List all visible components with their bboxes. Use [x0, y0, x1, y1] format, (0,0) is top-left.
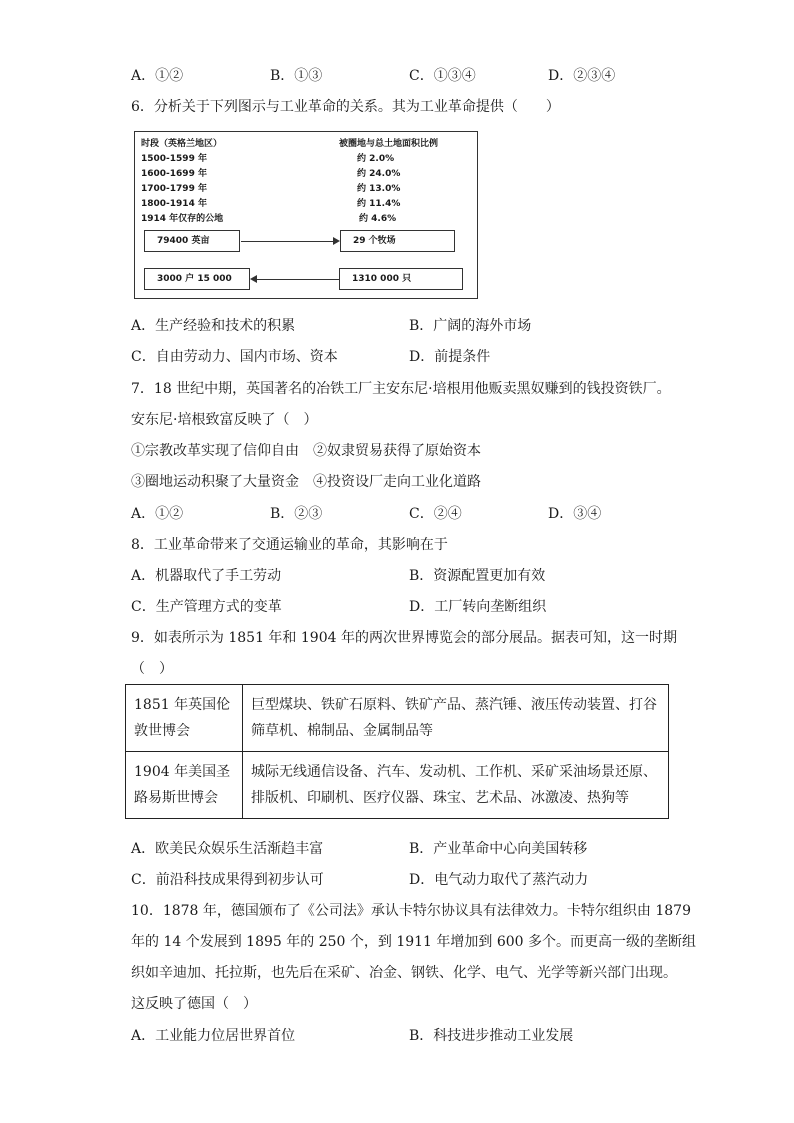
q8-option-a[interactable]: A．机器取代了手工劳动 — [131, 568, 282, 584]
q7-stem-line2: 安东尼·培根致富反映了（ ） — [131, 412, 318, 428]
figure-ratio: 约 2.0% — [357, 154, 395, 164]
q10-stem-line4: 这反映了德国（ ） — [131, 996, 257, 1012]
expo-items-cell: 巨型煤块、铁矿石原料、铁矿产品、蒸汽锤、液压传动装置、打谷筛草机、棉制品、金属制品等 — [243, 685, 669, 752]
q7-items-line2: ③圈地运动积聚了大量资金 ④投资设厂走向工业化道路 — [131, 474, 481, 490]
q7-option-a[interactable]: A．①② — [131, 506, 184, 522]
figure-box-households: 3000 户 15 000 — [144, 268, 250, 290]
q10-option-a[interactable]: A．工业能力位居世界首位 — [131, 1028, 296, 1044]
q6-stem: 6．分析关于下列图示与工业革命的关系。其为工业革命提供（ ） — [131, 99, 560, 115]
q9-stem-line1: 9．如表所示为 1851 年和 1904 年的两次世界博览会的部分展品。据表可知，这一时期 — [131, 630, 677, 646]
q5-option-d[interactable]: D．②③④ — [548, 68, 616, 84]
q7-option-c[interactable]: C．②④ — [409, 506, 462, 522]
q8-option-d[interactable]: D．工厂转向垄断组织 — [409, 599, 547, 615]
q9-option-d[interactable]: D．电气动力取代了蒸汽动力 — [409, 872, 589, 888]
figure-ratio: 约 4.6% — [359, 214, 397, 224]
q10-stem-line3: 织如辛迪加、托拉斯，也先后在采矿、冶金、钢铁、化学、电气、光学等新兴部门出现。 — [131, 965, 677, 981]
arrow-left-line — [257, 279, 339, 280]
expo-name-cell: 1851 年英国伦敦世博会 — [126, 685, 243, 752]
figure-ratio: 约 13.0% — [357, 184, 401, 194]
figure-ratio: 约 11.4% — [357, 199, 401, 209]
expo-table — [125, 684, 669, 819]
expo-name-cell: 1904 年美国圣路易斯世博会 — [126, 752, 243, 819]
figure-ratio: 约 24.0% — [357, 169, 401, 179]
q6-option-b[interactable]: B．广阔的海外市场 — [409, 318, 532, 334]
q7-stem-line1: 7．18 世纪中期，英国著名的冶铁工厂主安东尼·培根用他贩卖黑奴赚到的钱投资铁厂。 — [131, 381, 671, 397]
arrow-left-icon — [250, 275, 257, 283]
q5-option-b[interactable]: B．①③ — [270, 68, 323, 84]
q5-option-c[interactable]: C．①③④ — [409, 68, 476, 84]
figure-period: 1800-1914 年 — [141, 199, 207, 209]
arrow-right-icon — [333, 237, 340, 245]
q6-option-a[interactable]: A．生产经验和技术的积累 — [131, 318, 296, 334]
q7-items-line1: ①宗教改革实现了信仰自由 ②奴隶贸易获得了原始资本 — [131, 443, 481, 459]
q6-option-c[interactable]: C．自由劳动力、国内市场、资本 — [131, 349, 338, 365]
table-row — [126, 685, 669, 752]
q7-option-b[interactable]: B．②③ — [270, 506, 323, 522]
q10-stem-line2: 年的 14 个发展到 1895 年的 250 个，到 1911 年增加到 600 多个。而更高一级的垄断组 — [131, 934, 697, 950]
q5-option-a[interactable]: A．①② — [131, 68, 184, 84]
figure-box-acres: 79400 英亩 — [144, 230, 240, 252]
table-row — [126, 752, 669, 819]
q9-option-c[interactable]: C．前沿科技成果得到初步认可 — [131, 872, 324, 888]
q10-option-b[interactable]: B．科技进步推动工业发展 — [409, 1028, 574, 1044]
expo-items-cell: 城际无线通信设备、汽车、发动机、工作机、采矿采油场景还原、排版机、印刷机、医疗仪器、珠宝、艺术品、冰激凌、热狗等 — [243, 752, 669, 819]
q8-option-c[interactable]: C．生产管理方式的变革 — [131, 599, 282, 615]
figure-box-sheep: 1310 000 只 — [339, 268, 463, 290]
q7-option-d[interactable]: D．③④ — [548, 506, 602, 522]
q8-option-b[interactable]: B．资源配置更加有效 — [409, 568, 546, 584]
q9-option-b[interactable]: B．产业革命中心向美国转移 — [409, 841, 588, 857]
figure-box-pastures: 29 个牧场 — [340, 230, 455, 252]
q10-stem-line1: 10．1878 年，德国颁布了《公司法》承认卡特尔协议具有法律效力。卡特尔组织由 1879 — [131, 903, 691, 919]
figure-period: 1700-1799 年 — [141, 184, 207, 194]
q9-option-a[interactable]: A．欧美民众娱乐生活渐趋丰富 — [131, 841, 324, 857]
q6-option-d[interactable]: D．前提条件 — [409, 349, 491, 365]
figure-period: 1600-1699 年 — [141, 169, 207, 179]
figure-period: 1914 年仅存的公地 — [141, 214, 224, 224]
figure-header-period: 时段（英格兰地区） — [141, 139, 223, 149]
enclosure-figure — [134, 131, 478, 299]
q9-stem-line2: （ ） — [131, 661, 173, 677]
q8-stem: 8．工业革命带来了交通运输业的革命，其影响在于 — [131, 537, 448, 553]
figure-period: 1500-1599 年 — [141, 154, 207, 164]
figure-header-ratio: 被圈地与总土地面积比例 — [339, 139, 439, 149]
arrow-right-line — [241, 241, 333, 242]
